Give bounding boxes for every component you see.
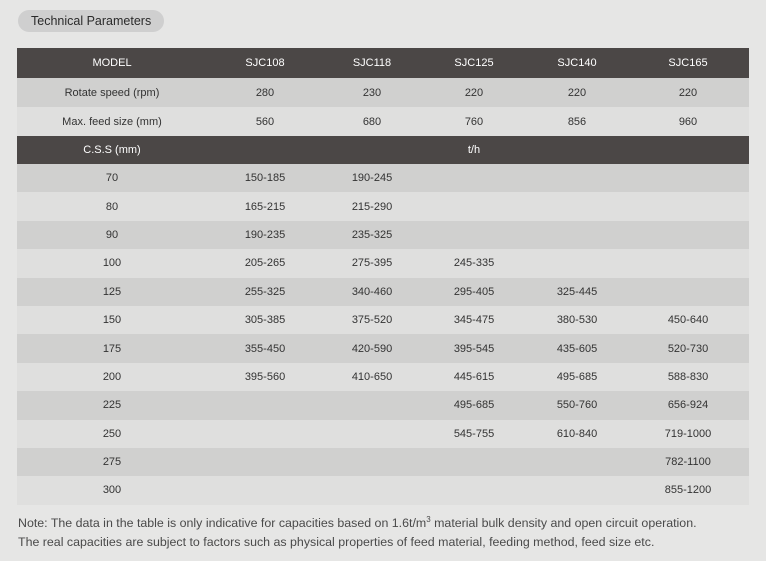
spec-label: Rotate speed (rpm)	[64, 86, 160, 99]
table-row	[17, 278, 749, 306]
capacity-cell	[527, 448, 627, 476]
capacity-cell: 340-460	[351, 285, 393, 298]
capacity-cell: 345-475	[453, 314, 495, 327]
table-row	[17, 306, 749, 334]
capacity-cell: 550-760	[556, 399, 598, 412]
capacity-cell	[527, 249, 627, 277]
table-row	[17, 420, 749, 448]
capacity-cell	[323, 420, 421, 448]
table-row	[17, 221, 749, 249]
css-value: 70	[105, 172, 119, 185]
spec-value: 680	[362, 115, 382, 128]
capacity-cell	[421, 476, 527, 504]
spec-value: 220	[464, 86, 484, 99]
capacity-cell	[627, 249, 749, 277]
model-column-header: SJC140	[557, 57, 597, 69]
css-header: C.S.S (mm)	[83, 144, 141, 156]
capacity-unit-header: t/h	[467, 144, 481, 156]
capacity-cell: 355-450	[244, 342, 286, 355]
table-header-row	[17, 48, 749, 78]
spec-value: 220	[567, 86, 587, 99]
table-row	[17, 164, 749, 192]
spec-value: 220	[678, 86, 698, 99]
css-value: 275	[102, 456, 122, 469]
table-row	[17, 363, 749, 391]
spec-value: 856	[567, 115, 587, 128]
capacity-cell	[627, 278, 749, 306]
css-value: 175	[102, 342, 122, 355]
spec-value: 230	[362, 86, 382, 99]
capacity-cell	[527, 192, 627, 220]
capacity-cell: 305-385	[244, 314, 286, 327]
capacity-cell: 420-590	[351, 342, 393, 355]
spec-value: 760	[464, 115, 484, 128]
capacity-cell: 190-235	[244, 228, 286, 241]
table-row	[17, 448, 749, 476]
spec-row-max-feed-size	[17, 107, 749, 136]
capacity-cell: 656-924	[667, 399, 709, 412]
css-value: 200	[102, 370, 122, 383]
model-column-header: SJC125	[454, 57, 494, 69]
capacity-cell	[627, 221, 749, 249]
capacity-cell: 205-265	[244, 257, 286, 270]
section-title: Technical Parameters	[18, 10, 164, 32]
capacity-cell: 295-405	[453, 285, 495, 298]
capacity-cell: 545-755	[453, 427, 495, 440]
capacity-cell: 245-335	[453, 257, 495, 270]
capacity-cell: 235-325	[351, 228, 393, 241]
capacity-cell	[421, 164, 527, 192]
capacity-cell: 450-640	[667, 314, 709, 327]
capacity-cell: 190-245	[351, 172, 393, 185]
capacity-cell: 435-605	[556, 342, 598, 355]
css-value: 250	[102, 427, 122, 440]
spec-value: 280	[255, 86, 275, 99]
spec-value: 560	[255, 115, 275, 128]
footnote-line-1: Note: The data in the table is only indicative for capacities based on $1.6t/m^3$ material bulk density and open circuit operation.	[18, 515, 697, 531]
capacity-cell: 255-325	[244, 285, 286, 298]
capacity-cell: 782-1100	[665, 456, 711, 469]
capacity-cell	[207, 420, 323, 448]
capacity-cell: 719-1000	[664, 427, 712, 440]
table-row	[17, 334, 749, 362]
capacity-cell	[207, 476, 323, 504]
capacity-cell	[527, 164, 627, 192]
capacity-cell	[627, 192, 749, 220]
capacity-cell: 165-215	[244, 200, 286, 213]
capacity-cell	[627, 164, 749, 192]
css-value: 90	[105, 228, 119, 241]
capacity-cell	[421, 192, 527, 220]
model-column-header: SJC165	[668, 57, 708, 69]
capacity-cell: 410-650	[351, 370, 393, 383]
footnote-line-2: The real capacities are subject to factors such as physical properties of feed material, feeding method, feed size etc.	[18, 535, 655, 550]
capacity-cell	[421, 448, 527, 476]
capacity-cell: 325-445	[556, 285, 598, 298]
capacity-cell: 588-830	[667, 370, 709, 383]
css-value: 125	[102, 285, 122, 298]
css-value: 225	[102, 399, 122, 412]
css-value: 100	[102, 257, 122, 270]
capacity-cell	[527, 221, 627, 249]
capacity-header-row	[17, 136, 749, 164]
capacity-cell	[207, 391, 323, 419]
css-value: 300	[102, 484, 122, 497]
capacity-cell: 520-730	[667, 342, 709, 355]
table-row	[17, 476, 749, 504]
capacity-cell: 275-395	[351, 257, 393, 270]
table-row	[17, 249, 749, 277]
capacity-cell: 495-685	[453, 399, 495, 412]
capacity-cell	[323, 448, 421, 476]
capacity-cell: 150-185	[244, 172, 286, 185]
footnote	[18, 510, 758, 552]
capacity-cell	[527, 476, 627, 504]
css-value: 150	[102, 314, 122, 327]
capacity-cell	[207, 448, 323, 476]
capacity-cell: 495-685	[556, 370, 598, 383]
capacity-cell: 855-1200	[664, 484, 712, 497]
spec-label: Max. feed size (mm)	[62, 115, 162, 128]
model-header: MODEL	[92, 57, 132, 69]
capacity-cell: 445-615	[453, 370, 495, 383]
spec-value: 960	[678, 115, 698, 128]
capacity-cell	[323, 391, 421, 419]
capacity-cell: 395-545	[453, 342, 495, 355]
model-column-header: SJC108	[245, 57, 285, 69]
capacity-cell: 610-840	[556, 427, 598, 440]
capacity-cell: 215-290	[351, 200, 393, 213]
model-column-header: SJC118	[352, 57, 392, 69]
table-row	[17, 192, 749, 220]
spec-row-rotate-speed	[17, 78, 749, 107]
capacity-cell: 375-520	[351, 314, 393, 327]
capacity-cell	[323, 476, 421, 504]
capacity-cell	[421, 221, 527, 249]
parameters-table	[17, 48, 749, 505]
css-value: 80	[105, 200, 119, 213]
capacity-cell: 380-530	[556, 314, 598, 327]
capacity-cell: 395-560	[244, 370, 286, 383]
table-row	[17, 391, 749, 419]
